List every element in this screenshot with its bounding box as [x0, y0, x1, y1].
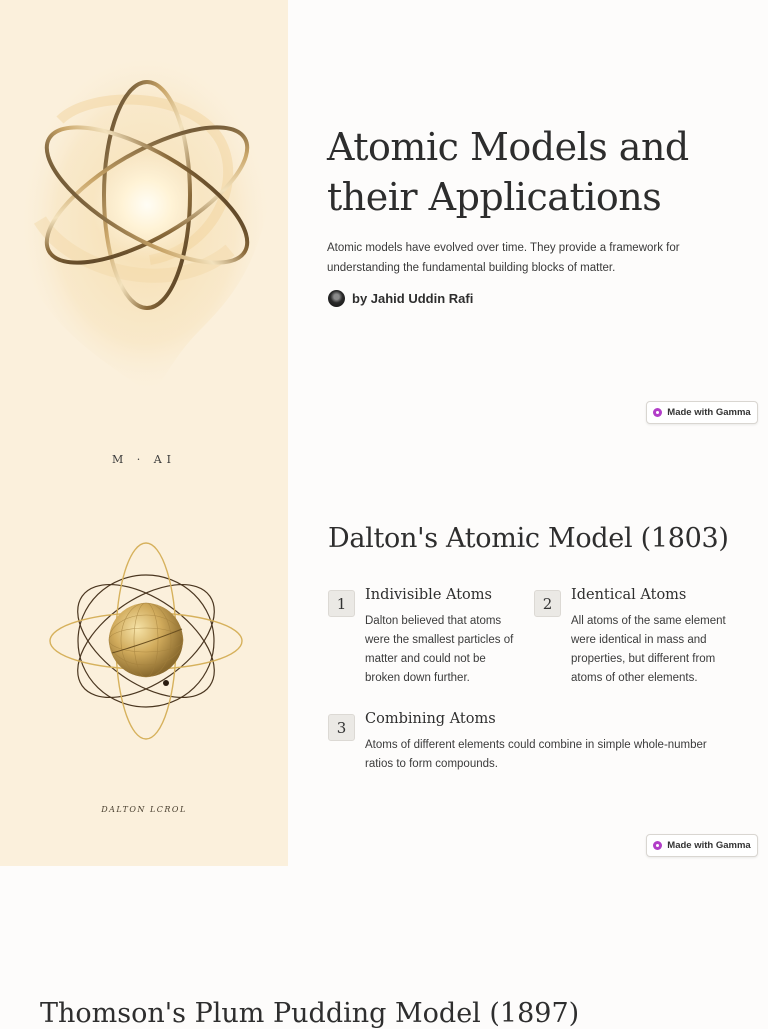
slide-title — [0, 0, 768, 433]
orbit-globe-illustration-icon — [0, 433, 288, 866]
point-title: Identical Atoms — [571, 587, 687, 603]
slide-dalton — [0, 433, 768, 866]
point-description — [365, 736, 707, 774]
description-line: properties, but different from — [571, 653, 716, 665]
author-byline — [328, 290, 473, 307]
image-caption: DALTON LCROL — [101, 805, 187, 814]
title-image-panel — [0, 0, 288, 433]
dalton-point-1 — [328, 587, 518, 700]
intro-line-2: understanding the fundamental building blocks of matter. — [327, 262, 616, 274]
title-line-2: their Applications — [327, 175, 662, 219]
description-line: All atoms of the same element — [571, 615, 726, 627]
gamma-logo-icon — [653, 408, 662, 417]
image-label: M · AI — [111, 453, 177, 466]
description-line: were the smallest particles of — [365, 634, 514, 646]
made-with-gamma-label: Made with Gamma — [667, 840, 751, 851]
made-with-gamma-label: Made with Gamma — [667, 407, 751, 418]
dalton-point-3 — [328, 711, 728, 784]
description-line: Dalton believed that atoms — [365, 615, 502, 627]
description-line: atoms of other elements. — [571, 672, 698, 684]
point-title: Indivisible Atoms — [365, 587, 492, 603]
title-line-1: Atomic Models and — [327, 125, 689, 169]
made-with-gamma-button[interactable] — [646, 401, 758, 424]
slide-thomson — [0, 866, 768, 1029]
atom-illustration-icon — [0, 0, 288, 433]
author-avatar-icon — [328, 290, 345, 307]
dalton-point-2 — [534, 587, 734, 700]
intro-line-1: Atomic models have evolved over time. They provide a framework for — [327, 242, 680, 254]
point-description — [571, 612, 726, 688]
description-line: matter and could not be — [365, 653, 486, 665]
section-title-thomson: Thomson's Plum Pudding Model (1897) — [40, 998, 580, 1029]
point-number-badge: 1 — [328, 590, 355, 617]
description-line: were identical in mass and — [571, 634, 707, 646]
point-description — [365, 612, 513, 688]
author-name: by Jahid Uddin Rafi — [352, 291, 474, 306]
description-line: ratios to form compounds. — [365, 758, 498, 770]
description-line: Atoms of different elements could combine in simple whole-number — [365, 739, 707, 751]
page-title — [327, 122, 689, 222]
section-title-dalton: Dalton's Atomic Model (1803) — [328, 523, 729, 554]
dalton-image-panel — [0, 433, 288, 866]
point-number-badge: 3 — [328, 714, 355, 741]
intro-text — [327, 238, 707, 278]
description-line: broken down further. — [365, 672, 470, 684]
gamma-logo-icon — [653, 841, 662, 850]
point-number-badge: 2 — [534, 590, 561, 617]
made-with-gamma-button[interactable] — [646, 834, 758, 857]
point-title: Combining Atoms — [365, 711, 496, 727]
